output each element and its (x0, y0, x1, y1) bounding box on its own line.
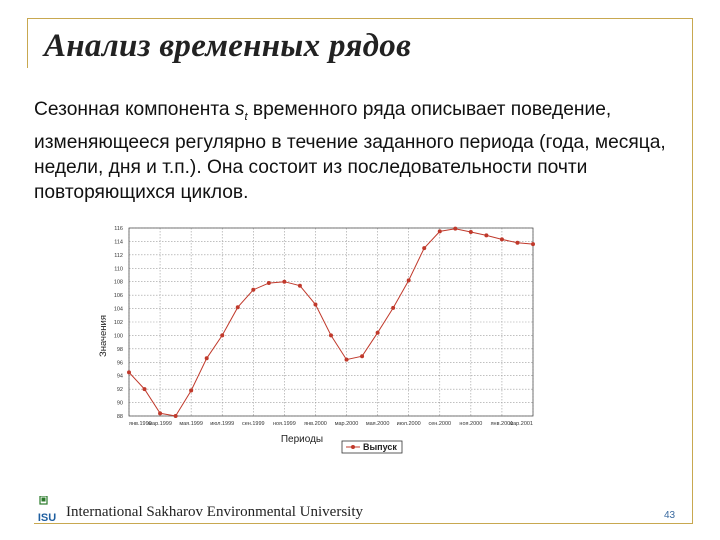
data-point (391, 306, 395, 310)
y-tick-labels (114, 226, 123, 420)
y-tick-label: 94 (116, 373, 123, 380)
seasonal-variable (234, 99, 248, 123)
slide-frame-top (27, 18, 693, 19)
university-name: International Sakharov Environmental University (66, 504, 364, 520)
data-point (267, 281, 271, 285)
data-point (453, 227, 457, 231)
y-tick-label: 102 (113, 320, 123, 326)
data-point (407, 278, 411, 282)
x-tick-label: мая.2000 (365, 421, 390, 427)
data-point (143, 387, 147, 391)
data-point (360, 354, 364, 358)
data-point (345, 358, 349, 362)
seasonal-variable-subscript: t (244, 110, 248, 123)
slide-frame-left (27, 18, 28, 68)
x-tick-label: мая.1999 (179, 421, 203, 427)
y-tick-label: 104 (113, 306, 123, 313)
y-tick-label: 112 (114, 252, 123, 259)
y-tick-label: 90 (116, 400, 123, 407)
x-tick-label: янв.2000 (304, 421, 327, 427)
data-point (515, 241, 519, 245)
data-point (189, 388, 193, 392)
data-point (251, 288, 255, 292)
series-line (129, 229, 533, 416)
y-tick-label: 114 (114, 239, 123, 246)
data-point (438, 229, 442, 233)
slide-paragraph (34, 97, 674, 205)
y-tick-label: 108 (113, 279, 123, 286)
data-point (531, 242, 535, 246)
y-tick-label: 88 (116, 414, 123, 420)
chart-grid (129, 228, 533, 416)
y-tick-label: 100 (113, 333, 123, 340)
x-tick-label: ноя.2000 (459, 421, 483, 427)
data-point (282, 280, 286, 284)
svg-text:ISU: ISU (37, 512, 57, 524)
data-point (158, 411, 162, 415)
data-point (469, 230, 473, 234)
data-point (205, 356, 209, 360)
data-point (220, 333, 224, 337)
time-series-chart (96, 222, 556, 458)
legend-marker-icon (351, 445, 355, 449)
y-tick-label: 92 (116, 387, 123, 394)
x-tick-label: мар.2001 (509, 421, 533, 427)
data-point (236, 305, 240, 309)
x-tick-label: янв.1999 (129, 421, 152, 427)
page-number: 43 (664, 510, 676, 521)
seasonal-variable-symbol: s (234, 99, 245, 120)
x-tick-label: июл.1999 (210, 421, 235, 427)
paragraph-text-end: временного ряда описывает поведение, изменяющееся регулярно в течение заданного периода (года, месяца, недели, дня и т.п.). Она состоит из последовательности почти повторяющихся циклов. (34, 99, 666, 203)
x-tick-label: июл.2000 (396, 421, 421, 427)
x-tick-label: мар.1999 (148, 421, 172, 427)
x-tick-label: сен.1999 (241, 421, 265, 427)
y-axis-label: Значения (98, 315, 109, 357)
data-point (422, 246, 426, 250)
x-axis-label: Периоды (280, 434, 324, 445)
x-tick-label: мар.2000 (334, 421, 359, 427)
data-point (500, 237, 504, 241)
y-tick-label: 98 (116, 346, 123, 353)
legend-label: Выпуск (363, 442, 397, 452)
y-tick-label: 110 (114, 266, 123, 273)
isu-logo-icon (36, 496, 58, 524)
footer-divider (34, 523, 693, 524)
y-tick-label: 96 (116, 360, 123, 367)
data-point (127, 370, 131, 374)
data-point (484, 233, 488, 237)
data-point (376, 331, 380, 335)
x-tick-label: янв.2001 (490, 421, 514, 427)
data-point (298, 284, 302, 288)
data-point (313, 303, 317, 307)
x-tick-label: сен.2000 (428, 421, 452, 427)
x-tick-labels (129, 421, 533, 427)
chart-legend (342, 441, 402, 453)
y-tick-label: 116 (114, 226, 123, 232)
paragraph-text-start: Сезонная компонента (34, 99, 235, 120)
y-tick-label: 106 (113, 293, 123, 300)
slide-title: Анализ временных рядов (44, 28, 412, 64)
slide-frame-right (692, 18, 693, 523)
x-tick-label: ноя.1999 (272, 421, 296, 427)
data-point (329, 333, 333, 337)
data-point (174, 414, 178, 418)
